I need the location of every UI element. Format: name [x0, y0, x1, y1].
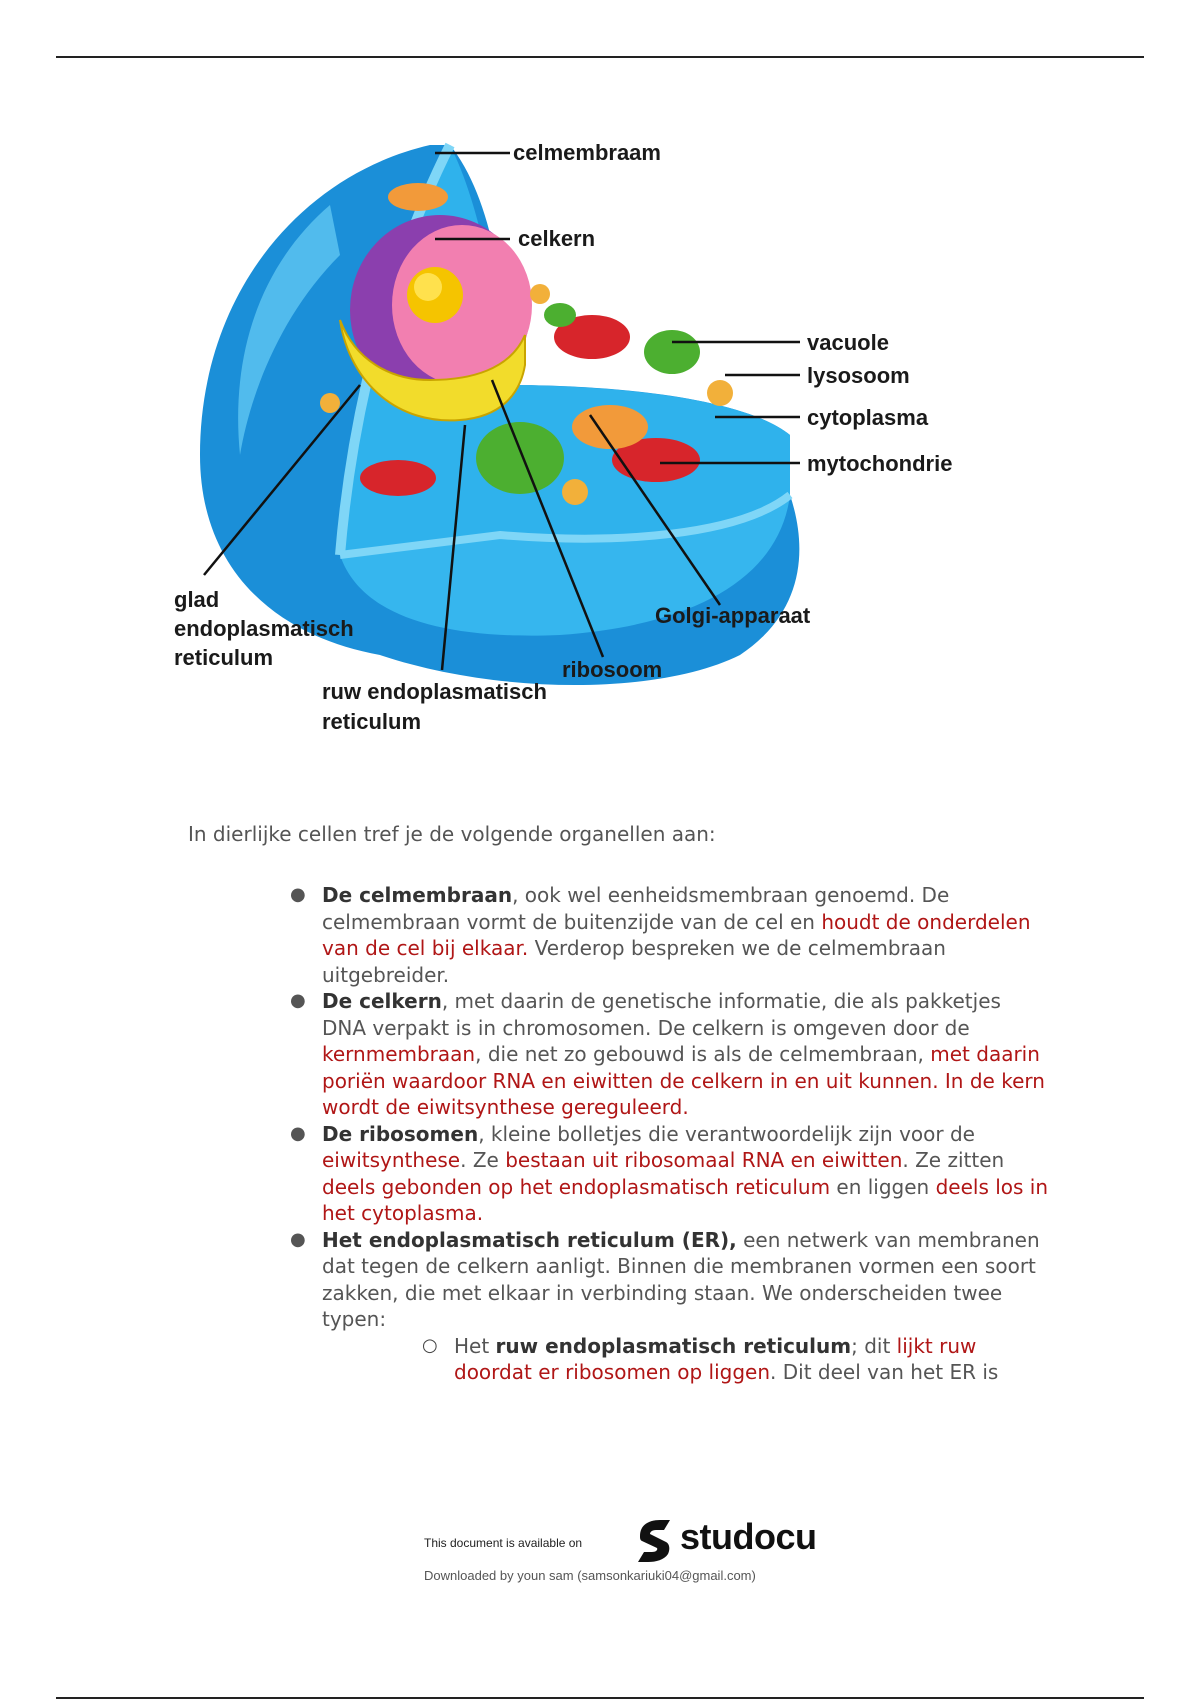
label-ribosoom: ribosoom [562, 657, 663, 682]
studocu-footer [330, 1510, 870, 1590]
text: , kleine bolletjes die verantwoordelijk zijn voor de [478, 1121, 975, 1146]
sub-list [322, 1333, 1050, 1386]
term: De celkern [322, 989, 442, 1013]
text: , met daarin de genetische informatie, die als pakketjes DNA verpakt is in chromosomen. De celkern is omgeven door de [322, 989, 1001, 1040]
nucleolus-shine [414, 273, 442, 301]
lysosome-3 [530, 284, 550, 304]
label-ruw-2: reticulum [322, 709, 422, 734]
text: Verderop bespreken we de celmembraan uitgebreider. [322, 936, 946, 987]
available-text: This document is available on [424, 1536, 583, 1550]
sub-item-ruw-er [422, 1333, 1050, 1386]
highlight: lijkt ruw doordat er ribosomen op liggen [454, 1333, 977, 1384]
studocu-brand[interactable]: studocu [680, 1516, 817, 1557]
label-vacuole: vacuole [807, 330, 889, 355]
list-item-ribosomen [290, 1121, 1050, 1227]
intro-text: In dierlijke cellen tref je de volgende organellen aan: [188, 822, 716, 846]
highlight: bestaan uit ribosomaal RNA en eiwitten [505, 1148, 903, 1172]
text: . Ze zitten [902, 1148, 1005, 1172]
text: Het [454, 1333, 496, 1358]
bullet-icon: ● [290, 990, 306, 1011]
bullet-icon: ● [290, 884, 306, 905]
top-rule [56, 56, 1144, 58]
golgi-top [388, 183, 448, 211]
bullet-icon: ● [290, 1122, 306, 1144]
label-lysosoom: lysosoom [807, 363, 910, 388]
downloaded-by-text: Downloaded by youn sam (samsonkariuki04@gmail.com) [424, 1568, 756, 1583]
label-mytochondrie: mytochondrie [807, 451, 953, 476]
label-celkern: celkern [518, 226, 596, 251]
text: , ook wel eenheidsmembraan genoemd. De celmembraan vormt de buitenzijde van de cel en [322, 883, 950, 934]
label-celmembraam: celmembraam [513, 140, 661, 165]
label-cytoplasma: cytoplasma [807, 405, 929, 430]
highlight: deels los in het cytoplasma. [322, 1174, 1049, 1225]
cell-illustration [174, 135, 1040, 795]
term: ruw endoplasmatisch reticulum [495, 1333, 852, 1358]
animal-cell-diagram [174, 135, 1040, 795]
text: ; dit [851, 1333, 897, 1358]
mitochondrion-2 [360, 460, 436, 496]
bullet-icon: ● [290, 1228, 306, 1250]
text: . Dit deel van het ER is [770, 1360, 999, 1384]
label-glad-2: endoplasmatisch [174, 616, 354, 641]
studocu-logo-icon[interactable] [630, 1516, 678, 1564]
highlight: met daarin poriën waardoor RNA en eiwitten de celkern in en uit kunnen. In de kern wordt de eiwitsynthese gereguleerd. [322, 1042, 1045, 1119]
vacuole-3 [544, 303, 576, 327]
organelle-list [290, 882, 1050, 1386]
bottom-rule [56, 1697, 1144, 1699]
term: De ribosomen [322, 1121, 479, 1146]
circle-bullet-icon: ○ [422, 1334, 438, 1356]
label-golgi: Golgi-apparaat [655, 603, 811, 628]
lysosome-2 [562, 479, 588, 505]
list-item-celkern [290, 988, 1050, 1121]
highlight: eiwitsynthese [322, 1148, 461, 1172]
list-item-er [290, 1227, 1050, 1386]
label-ruw-1: ruw endoplasmatisch [322, 679, 547, 704]
label-glad-1: glad [174, 587, 220, 612]
term: Het endoplasmatisch reticulum (ER), [322, 1227, 737, 1252]
lysosome-4 [320, 393, 340, 413]
highlight: kernmembraan [322, 1042, 476, 1066]
list-item-celmembraan [290, 882, 1050, 988]
vacuole-1 [644, 330, 700, 374]
lysosome-1 [707, 380, 733, 406]
highlight: houdt de onderdelen van de cel bij elkaar. [322, 909, 1031, 960]
text: , die net zo gebouwd is als de celmembraan, [475, 1042, 931, 1066]
text: en liggen [830, 1174, 936, 1199]
label-glad-3: reticulum [174, 645, 274, 670]
highlight: deels gebonden op het endoplasmatisch reticulum [322, 1174, 831, 1199]
text: . Ze [460, 1148, 506, 1172]
text: een netwerk van membranen dat tegen de celkern aanligt. Binnen die membranen vormen een soort zakken, die met elkaar in verbinding staan. We onderscheiden twee typen: [322, 1227, 1040, 1331]
term: De celmembraan [322, 883, 513, 907]
vacuole-2 [476, 422, 564, 494]
